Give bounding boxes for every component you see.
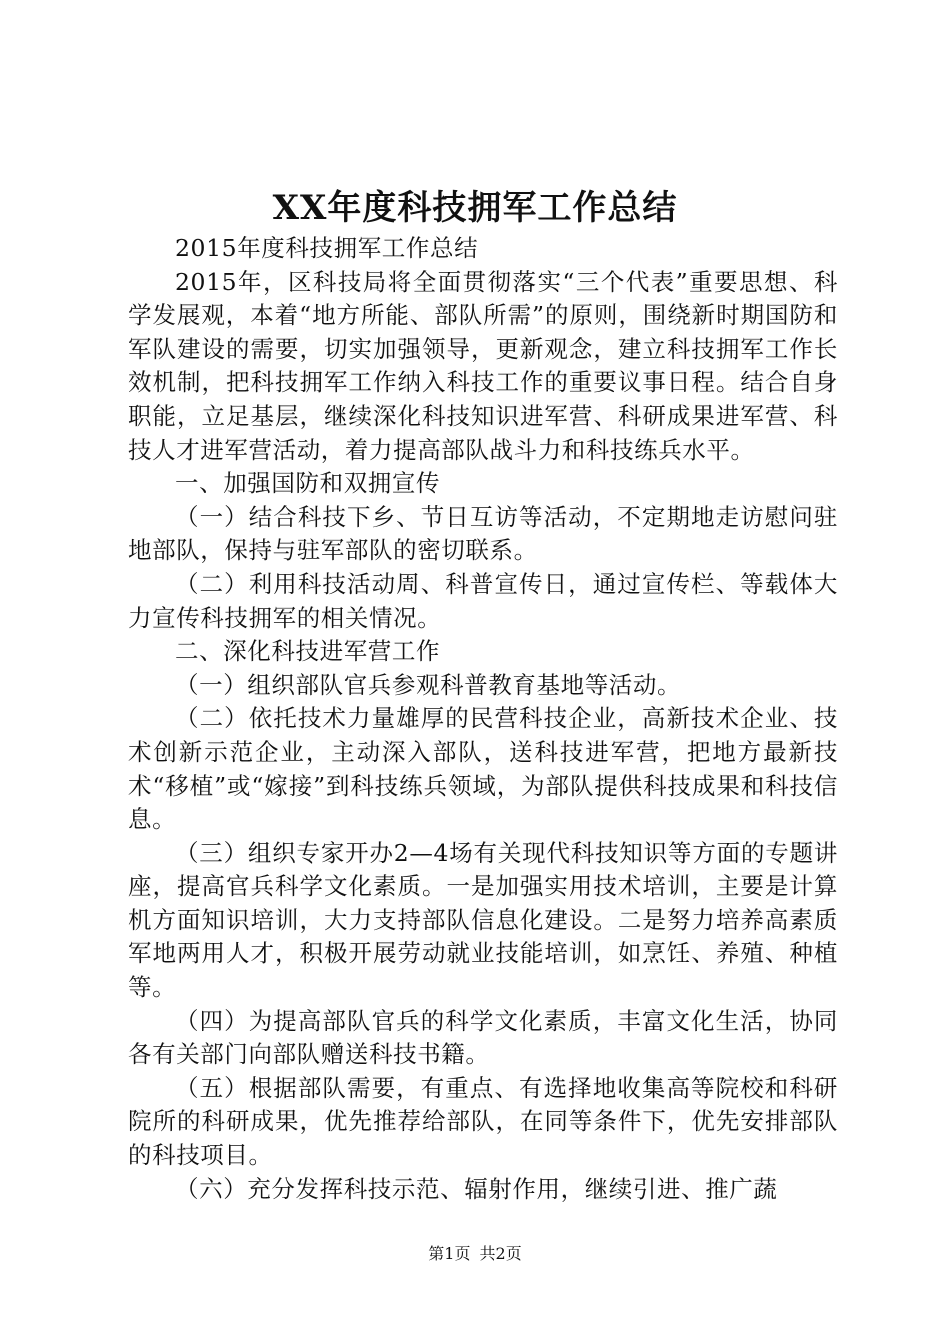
page-number: 第1页 [428, 1244, 471, 1263]
section-2-item-5: （五）根据部队需要，有重点、有选择地收集高等院校和科研院所的科研成果，优先推荐给部队，在同等条件下，优先安排部队的科技项目。 [128, 1073, 838, 1170]
page-footer [0, 1243, 950, 1265]
section-heading-1: 一、加强国防和双拥宣传 [175, 469, 441, 498]
subtitle-paragraph: 2015年度科技拥军工作总结 [175, 234, 479, 262]
document-body [128, 232, 838, 1206]
section-1-item-1: （一）结合科技下乡、节日互访等活动，不定期地走访慰问驻地部队，保持与驻军部队的密切联系。 [128, 502, 838, 565]
section-2-item-2: （二）依托技术力量雄厚的民营科技企业，高新技术企业、技术创新示范企业，主动深入部队，送科技进军营，把地方最新技术“移植”或“嫁接”到科技练兵领域，为部队提供科技成果和科技信息。 [128, 704, 838, 834]
section-2-item-1: （一）组织部队官兵参观科普教育基地等活动。 [175, 670, 682, 699]
section-2-item-4: （四）为提高部队官兵的科学文化素质，丰富文化生活，协同各有关部门向部队赠送科技书籍。 [128, 1006, 838, 1069]
section-2-item-6: （六）充分发挥科技示范、辐射作用，继续引进、推广蔬 [175, 1174, 778, 1203]
intro-paragraph: 2015年，区科技局将全面贯彻落实“三个代表”重要思想、科学发展观，本着“地方所能、部队所需”的原则，围绕新时期国防和军队建设的需要，切实加强领导，更新观念，建立科技拥军工作长效机制，把科技拥军工作纳入科技工作的重要议事日程。结合自身职能，立足基层，继续深化科技知识进军营、科研成果进军营、科技人才进军营活动，着力提高部队战斗力和科技练兵水平。 [128, 267, 838, 464]
section-2-item-3: （三）组织专家开办2—4场有关现代科技知识等方面的专题讲座，提高官兵科学文化素质。一是加强实用技术培训，主要是计算机方面知识培训，大力支持部队信息化建设。二是努力培养高素质军地两用人才，积极开展劳动就业技能培训，如烹饪、养殖、种植等。 [128, 838, 838, 1002]
page-total: 共2页 [479, 1244, 522, 1263]
document-title: XX年度科技拥军工作总结 [272, 188, 678, 228]
section-1-item-2: （二）利用科技活动周、科普宣传日，通过宣传栏、等载体大力宣传科技拥军的相关情况。 [128, 569, 838, 632]
section-heading-2: 二、深化科技进军营工作 [175, 637, 441, 666]
